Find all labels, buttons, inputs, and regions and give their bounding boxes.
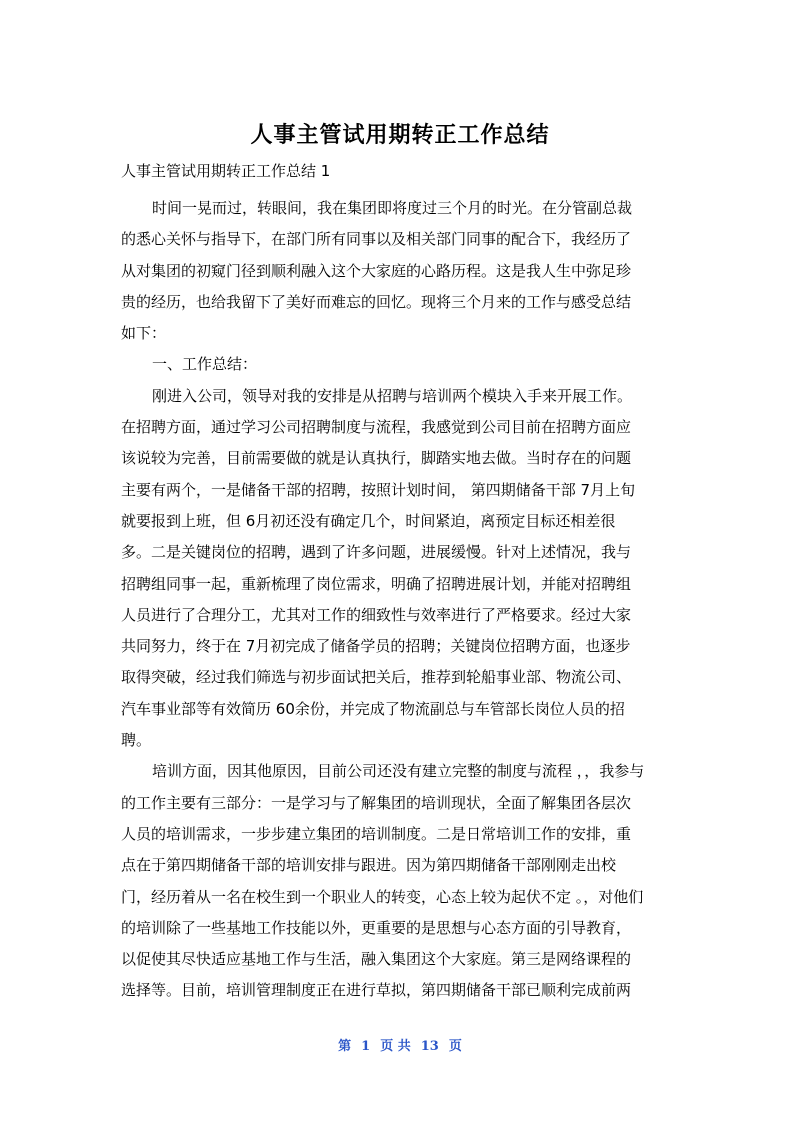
body-line: 一、工作总结：: [152, 355, 258, 374]
body-line: 时间一晃而过，转眼间，我在集团即将度过三个月的时光。在分管副总裁: [152, 199, 633, 217]
body-line: 该说较为完善，目前需要做的就是认真执行，脚踏实地去做。当时存在的问题: [121, 449, 632, 468]
body-line: 聘。: [121, 731, 152, 750]
body-line: 汽车事业部等有效简历 60余份，并完成了物流副总与车管部长岗位人员的招: [121, 699, 625, 718]
page-footer: [0, 1035, 800, 1054]
footer-prefix: 第: [338, 1039, 352, 1054]
body-line: 多。二是关键岗位的招聘，遇到了许多问题，进展缓慢。针对上述情况，我与: [121, 543, 632, 562]
body-line: 主要有两个，一是储备干部的招聘，按照计划时间， 第四期储备干部 7月上旬: [121, 480, 636, 499]
footer-middle: 页 共: [380, 1039, 411, 1054]
body-line: 招聘组同事一起，重新梳理了岗位需求，明确了招聘进展计划，并能对招聘组: [121, 574, 632, 593]
body-line: 培训方面，因其他原因，目前公司还没有建立完整的制度与流程 ，，我参与: [152, 762, 645, 781]
body-line: 门，经历着从一名在校生到一个职业人的转变，心态上较为起伏不定 。，对他们: [121, 887, 644, 906]
document-subtitle: 人事主管试用期转正工作总结 1: [121, 162, 331, 180]
body-line: 从对集团的初窥门径到顺利融入这个大家庭的心路历程。这是我人生中弥足珍: [121, 261, 632, 280]
body-line: 选择等。目前，培训管理制度正在进行草拟，第四期储备干部已顺利完成前两: [121, 981, 632, 1000]
footer-total-pages: 13: [420, 1039, 439, 1054]
body-line: 的工作主要有三部分：一是学习与了解集团的培训现状，全面了解集团各层次: [121, 793, 632, 812]
body-line: 贵的经历，也给我留下了美好而难忘的回忆。现将三个月来的工作与感受总结: [121, 292, 632, 311]
body-line: 点在于第四期储备干部的培训安排与跟进。因为第四期储备干部刚刚走出校: [121, 856, 617, 875]
body-line: 就要报到上班，但 6月初还没有确定几个，时间紧迫，离预定目标还相差很: [121, 511, 616, 530]
document-title: 人事主管试用期转正工作总结: [250, 123, 550, 148]
footer-suffix: 页: [448, 1039, 462, 1054]
body-line: 刚进入公司，领导对我的安排是从招聘与培训两个模块入手来开展工作。: [152, 386, 633, 405]
body-line: 人员的培训需求，一步步建立集团的培训制度。二是日常培训工作的安排，重: [121, 824, 632, 843]
body-line: 人员进行了合理分工，尤其对工作的细致性与效率进行了严格要求。经过大家: [121, 605, 632, 624]
body-line: 取得突破，经过我们筛选与初步面试把关后，推荐到轮船事业部、物流公司、: [121, 668, 632, 687]
body-line: 的培训除了一些基地工作技能以外，更重要的是思想与心态方面的引导教育，: [121, 918, 632, 937]
document-body: [121, 193, 701, 1007]
body-line: 的悉心关怀与指导下，在部门所有同事以及相关部门同事的配合下，我经历了: [121, 230, 632, 249]
body-line: 共同努力，终于在 7月初完成了储备学员的招聘；关键岗位招聘方面，也逐步: [121, 637, 631, 656]
footer-page-number: 1: [361, 1039, 371, 1054]
body-line: 在招聘方面，通过学习公司招聘制度与流程，我感觉到公司目前在招聘方面应: [121, 418, 632, 437]
body-line: 如下：: [121, 324, 167, 343]
body-line: 以促使其尽快适应基地工作与生活，融入集团这个大家庭。第三是网络课程的: [121, 950, 632, 969]
